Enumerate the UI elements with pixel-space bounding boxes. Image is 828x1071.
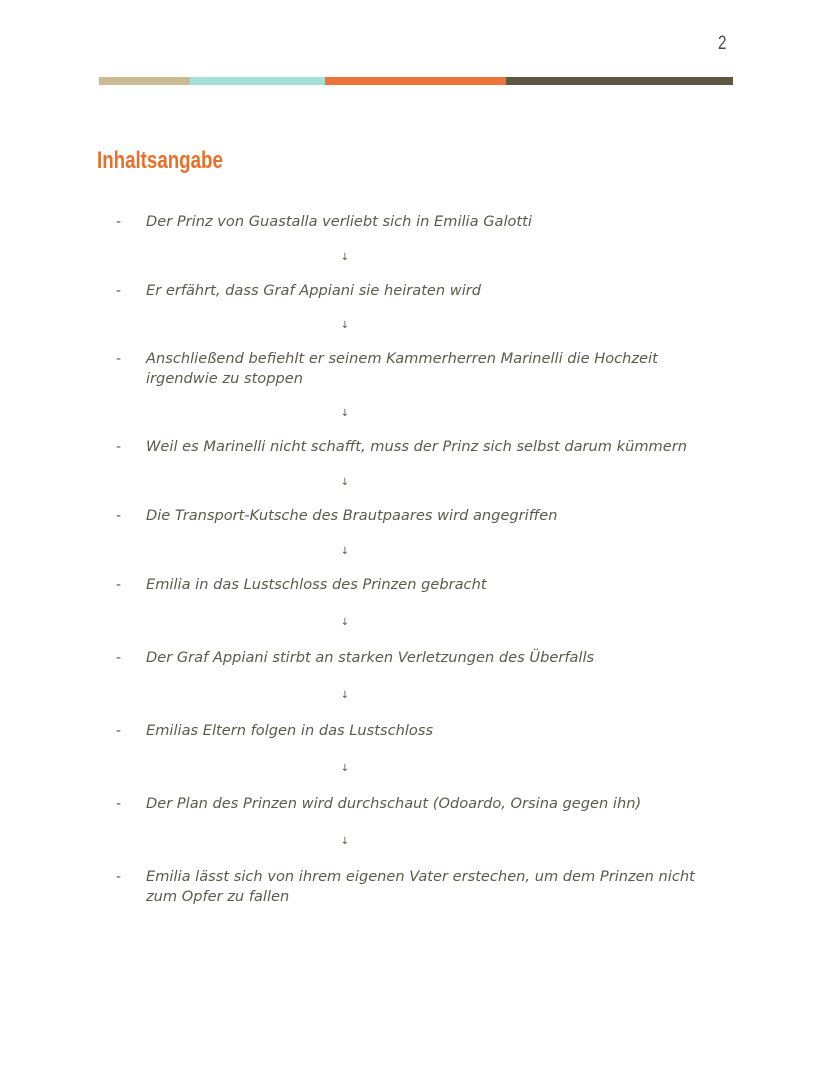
bullet-dash: - — [116, 796, 122, 812]
down-arrow-icon: ↓ — [340, 252, 350, 263]
down-arrow-icon: ↓ — [340, 408, 350, 419]
down-arrow-icon: ↓ — [340, 477, 350, 488]
list-item-text: Anschließend befiehlt er seinem Kammerherren Marinelli die Hochzeit irgendwie zu stoppen — [146, 350, 658, 387]
page-title: Inhaltsangabe — [97, 147, 223, 174]
bullet-dash: - — [116, 214, 122, 230]
bullet-dash: - — [116, 650, 122, 666]
bullet-dash: - — [116, 577, 122, 593]
color-bar-segment — [190, 77, 325, 85]
color-bar-segment — [99, 77, 190, 85]
list-item-text: Emilia in das Lustschloss des Prinzen gebracht — [146, 576, 487, 593]
down-arrow-icon: ↓ — [340, 546, 350, 557]
down-arrow-icon: ↓ — [340, 763, 350, 774]
down-arrow-icon: ↓ — [340, 617, 350, 628]
bullet-dash: - — [116, 351, 122, 367]
bullet-dash: - — [116, 283, 122, 299]
list-item-text: Der Plan des Prinzen wird durchschaut (Odoardo, Orsina gegen ihn) — [146, 795, 642, 812]
bullet-dash: - — [116, 508, 122, 524]
down-arrow-icon: ↓ — [340, 836, 350, 847]
color-bar-segment — [325, 77, 506, 85]
list-item-text: Emilias Eltern folgen in das Lustschloss — [146, 722, 434, 739]
bullet-dash: - — [116, 723, 122, 739]
color-bar — [99, 77, 733, 85]
list-item-text: Emilia lässt sich von ihrem eigenen Vater erstechen, um dem Prinzen nicht zum Opfer zu fallen — [146, 868, 695, 905]
down-arrow-icon: ↓ — [340, 690, 350, 701]
page-number: 2 — [718, 33, 727, 54]
bullet-dash: - — [116, 869, 122, 885]
list-item-text: Weil es Marinelli nicht schafft, muss der Prinz sich selbst darum kümmern — [146, 438, 687, 455]
down-arrow-icon: ↓ — [340, 320, 350, 331]
list-item-text: Der Prinz von Guastalla verliebt sich in Emilia Galotti — [146, 213, 532, 230]
color-bar-segment — [506, 77, 733, 85]
list-item-text: Die Transport-Kutsche des Brautpaares wird angegriffen — [146, 507, 558, 524]
list-item-text: Er erfährt, dass Graf Appiani sie heiraten wird — [146, 282, 482, 299]
bullet-dash: - — [116, 439, 122, 455]
list-item-text: Der Graf Appiani stirbt an starken Verletzungen des Überfalls — [146, 649, 595, 666]
